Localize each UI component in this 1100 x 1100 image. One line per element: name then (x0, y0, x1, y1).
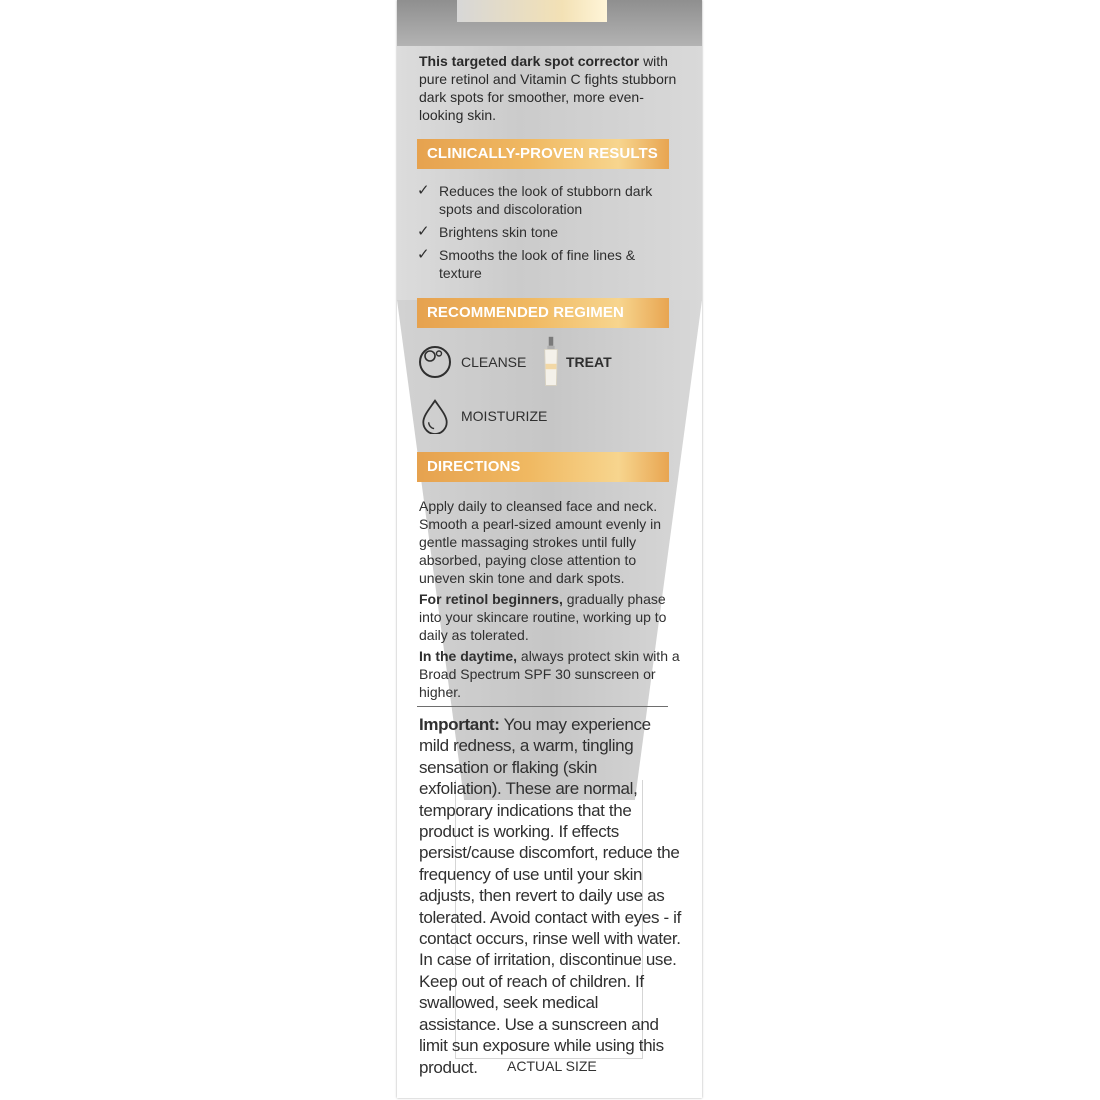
check-icon: ✓ (417, 182, 430, 199)
box-top-band (397, 0, 702, 46)
box-top-label-strip (457, 0, 607, 22)
directions-p3-bold: In the daytime, (419, 648, 518, 664)
list-item (417, 246, 677, 282)
important-label: Important: (419, 715, 500, 734)
intro-rest: with pure retinol and Vitamin C fights stubborn dark spots for smoother, more even-looking skin. (419, 53, 677, 123)
check-icon: ✓ (417, 223, 430, 240)
directions-p3-rest: always protect skin with a Broad Spectrum SPF 30 sunscreen or higher. (419, 648, 680, 700)
intro-bold-line: This targeted dark spot corrector (419, 53, 640, 69)
check-icon: ✓ (417, 246, 430, 263)
moisturize-drop-icon (417, 398, 453, 434)
product-box-panel (397, 0, 702, 1098)
directions-paragraph-1: Apply daily to cleansed face and neck. Smooth a pearl-sized amount evenly in gentle massaging strokes until fully absorbed, paying close attention to uneven skin tone and dark spots. (419, 498, 662, 586)
treat-label: TREAT (566, 354, 612, 370)
actual-size-caption: ACTUAL SIZE (507, 1058, 597, 1074)
result-text: Brightens skin tone (439, 224, 559, 240)
results-banner: CLINICALLY-PROVEN RESULTS (417, 139, 669, 169)
treat-tube-icon (542, 334, 560, 390)
result-text: Reduces the look of stubborn dark spots and discoloration (439, 183, 653, 217)
important-warning (419, 714, 681, 1078)
intro-text (419, 52, 679, 124)
cleanse-bubbles-icon (417, 344, 453, 380)
result-text: Smooths the look of fine lines & texture (439, 247, 636, 281)
regimen-treat (542, 334, 612, 390)
regimen-cleanse (417, 344, 526, 380)
directions-p2-rest: gradually phase into your skincare routine, working up to daily as tolerated. (419, 591, 667, 643)
list-item (417, 182, 677, 218)
cleanse-label: CLEANSE (461, 354, 527, 370)
regimen-moisturize (417, 398, 547, 434)
results-list (417, 182, 677, 287)
directions-banner: DIRECTIONS (417, 452, 669, 482)
list-item (417, 223, 677, 241)
directions-paragraph-2 (419, 590, 681, 644)
directions-paragraph-3 (419, 647, 681, 701)
directions-p2-bold: For retinol beginners, (419, 591, 563, 607)
important-text: You may experience mild redness, a warm, tingling sensation or flaking (skin exfoliation). These are normal, temporary indications that the product is working. If effects persist/cause discomfort, reduce the frequency of use until your skin adjusts, then revert to daily use as tolerated. Avoid contact with eyes - if contact occurs, rinse well with water. In case of irritation, discontinue use. Keep out of reach of children. If swallowed, seek medical assistance. Use a sunscreen and limit sun exposure while using this product. (419, 715, 681, 1077)
regimen-banner: RECOMMENDED REGIMEN (417, 298, 669, 328)
section-divider (417, 706, 668, 707)
moisturize-label: MOISTURIZE (461, 408, 548, 424)
